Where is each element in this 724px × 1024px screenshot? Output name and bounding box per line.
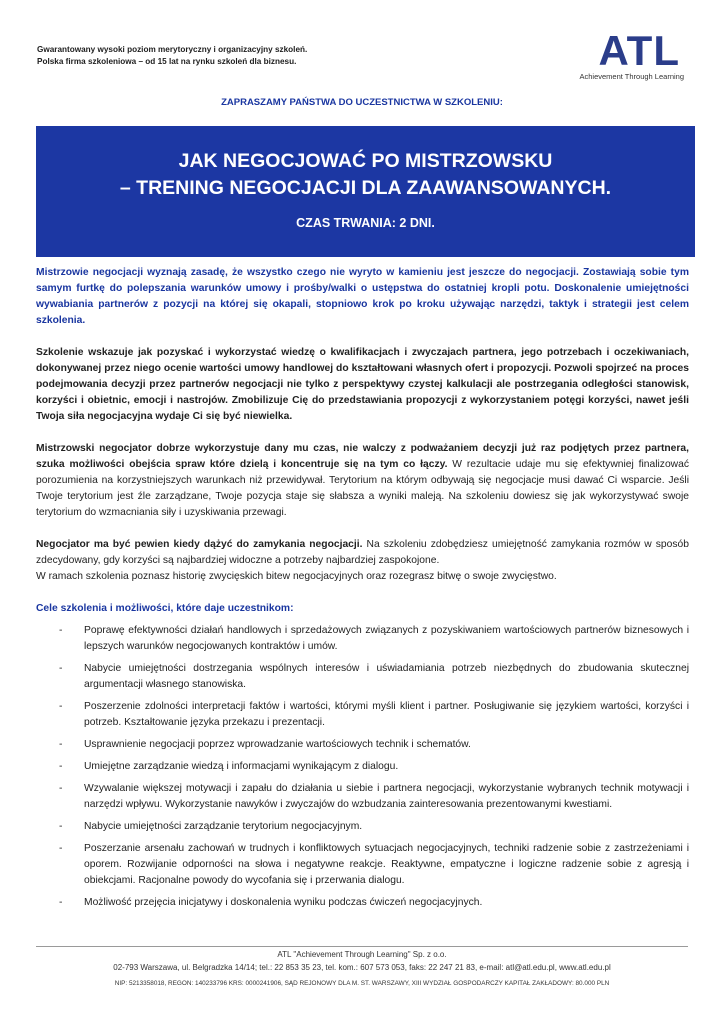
tagline-line-2: Polska firma szkoleniowa – od 15 lat na rynku szkoleń dla biznesu.	[37, 57, 297, 66]
goals-heading: Cele szkolenia i możliwości, które daje uczestnikom:	[36, 603, 294, 614]
list-item: - Możliwość przejęcia inicjatywy i doskonalenia wyniku podczas ćwiczeń negocjacyjnych.	[36, 895, 689, 911]
list-item: - Nabycie umiejętności zarządzanie terytorium negocjacyjnym.	[36, 819, 689, 835]
paragraph-4	[36, 537, 689, 585]
paragraph-4-bold: Negocjator ma być pewien kiedy dążyć do zamykania negocjacji.	[36, 539, 363, 550]
list-item: - Nabycie umiejętności dostrzegania wspólnych interesów i uświadamiania potrzeb niezbędnych do zbudowania skutecznej argumentacji własnego stanowiska.	[59, 663, 689, 690]
dash-bullet: -	[59, 663, 63, 674]
paragraph-4-line-2: W ramach szkolenia poznasz historię zwycięskich bitew negocjacyjnych oraz rozegrasz bitwę o swoje zwycięstwo.	[36, 571, 557, 582]
paragraph-3-bold: Mistrzowski negocjator dobrze wykorzystuje dany mu czas, nie walczy z podważaniem decyzji już raz podjętych przez partnera, szuka możliwości obejścia spraw które dzielą i koncentruje się na tym co łączy.	[36, 443, 689, 470]
dash-bullet: -	[59, 761, 63, 772]
goals-list	[36, 623, 689, 911]
list-item: - Usprawnienie negocjacji poprzez wprowadzanie wartościowych technik i schematów.	[36, 737, 689, 753]
paragraph-3	[36, 441, 689, 521]
list-item: - Poszerzenie zdolności interpretacji faktów i wartości, którymi myśli klient i partner. Posługiwanie się językiem wartości, korzyści i potrzeb. Kształtowanie języka przekazu i prezentacji.	[59, 701, 689, 728]
footer-company: ATL "Achievement Through Learning" Sp. z o.o.	[277, 950, 447, 959]
list-item: - Poszerzanie arsenału zachowań w trudnych i konfliktowych sytuacjach negocjacyjnych, techniki radzenie sobie z zastrzeżeniami i oporem. Rozwijanie odporności na słowa i negatywne reakcje. Reaktywne, empatyczne i logiczne radzenie sobie z agresją i obiekcjami. Racjonalne powody do wycofania się i przerwania dialogu.	[59, 843, 689, 886]
paragraph-3-rest: W rezultacie udaje mu się efektywniej finalizować porozumienia na korzystniejszych warunkach niż przewidywał. Terytorium na którym odbywają się negocjacje musi dawać Ci wsparcie. Jeśli Twoje terytorium jest źle zarządzane, Twoje pozycja staje się słabsza a wyniki maleją. Na szkoleniu dowiesz się jak wykorzystywać swoje terytorium do wzmacniania siły i uzyskiwania przewagi.	[36, 459, 689, 518]
list-item: - Umiejętne zarządzanie wiedzą i informacjami wynikającym z dialogu.	[36, 759, 689, 775]
footer-registry: NIP: 5213358018, REGON: 140233796 KRS: 0000241906, SĄD REJONOWY DLA M. ST. WARSZAWY, XIII WYDZIAŁ GOSPODARCZY KAPITAŁ ZAKŁADOWY: 80.000 PLN	[114, 980, 610, 987]
dash-bullet: -	[59, 625, 63, 636]
header-tagline	[37, 44, 307, 68]
duration: CZAS TRWANIA: 2 DNI.	[296, 216, 435, 230]
tagline-line-1: Gwarantowany wysoki poziom merytoryczny i organizacyjny szkoleń.	[37, 45, 308, 54]
title-line-1: JAK NEGOCJOWAĆ PO MISTRZOWSKU	[178, 150, 553, 172]
dash-bullet: -	[59, 897, 63, 908]
dash-bullet: -	[59, 821, 63, 832]
atl-logo	[566, 27, 688, 84]
footer-contact: 02-793 Warszawa, ul. Belgradzka 14/14; tel.: 22 853 35 23, tel. kom.: 607 573 053, faks: 22 247 21 83, e-mail: atl@atl.edu.pl, www.atl.edu.pl	[113, 963, 611, 972]
main-content	[36, 265, 689, 917]
list-item: - Wzywalanie większej motywacji i zapału do działania u siebie i partnera negocjacji, wykorzystanie wybranych technik motywacji i narzędzi wpływu. Wykorzystanie nawyków i zwyczajów do wzbudzania zainteresowania prezentowanymi kwestiami.	[59, 783, 689, 810]
logo-text: ATL	[598, 27, 680, 74]
title-line-2: – TRENING NEGOCJACJI DLA ZAAWANSOWANYCH.	[119, 177, 612, 199]
dash-bullet: -	[59, 783, 63, 794]
dash-bullet: -	[59, 843, 63, 854]
dash-bullet: -	[59, 701, 63, 712]
paragraph-2: Szkolenie wskazuje jak pozyskać i wykorzystać wiedzę o kwalifikacjach i zwyczajach partnera, jego potrzebach i oczekiwaniach, dokonywanej przez niego ocenie wartości umowy handlowej do kształtowani własnych ofert i propozycji. Pozwoli spojrzeć na proces podejmowania decyzji przez partnerów negocjacji nie tylko z perspektywy czystej kalkulacji ale postrzegania odległości stanowisk, korzyści i obietnic, emocji i nastrojów. Zmobilizuje Cię do przedstawiania propozycji z wykorzystaniem potęgi korzyści, nawet jeśli Twoja siła negocjacyjna wydaje Ci się być niewielka.	[36, 347, 689, 422]
list-item: - Poprawę efektywności działań handlowych i sprzedażowych związanych z pozyskiwaniem wartościowych partnerów biznesowych i lepszych warunków negocjowanych kontraktów i umów.	[59, 625, 689, 652]
footer-divider	[36, 946, 688, 947]
intro-paragraph: Mistrzowie negocjacji wyznają zasadę, że wszystko czego nie wyryto w kamieniu jest jeszcze do negocjacji. Zostawiają sobie tym samym furtkę do polepszania warunków umowy i prośby/walki o ustępstwa do ostatniej kropli potu. Doskonalenie umiejętności wywabiania partnerów z pozycji na której się okapali, stopniowo krok po kroku używając narzędzi, taktyk i strategii jest celem szkolenia.	[36, 267, 689, 326]
dash-bullet: -	[59, 739, 63, 750]
logo-subtitle: Achievement Through Learning	[579, 72, 684, 81]
paragraph-4-rest: Na szkoleniu zdobędziesz umiejętność zamykania rozmów w sposób zdecydowany, gdy korzyści są najbardziej widoczne a potrzeby najbardziej zaspokojone.	[36, 539, 689, 566]
invitation-heading: ZAPRASZAMY PAŃSTWA DO UCZESTNICTWA W SZKOLENIU:	[221, 97, 503, 108]
title-banner	[36, 126, 695, 257]
